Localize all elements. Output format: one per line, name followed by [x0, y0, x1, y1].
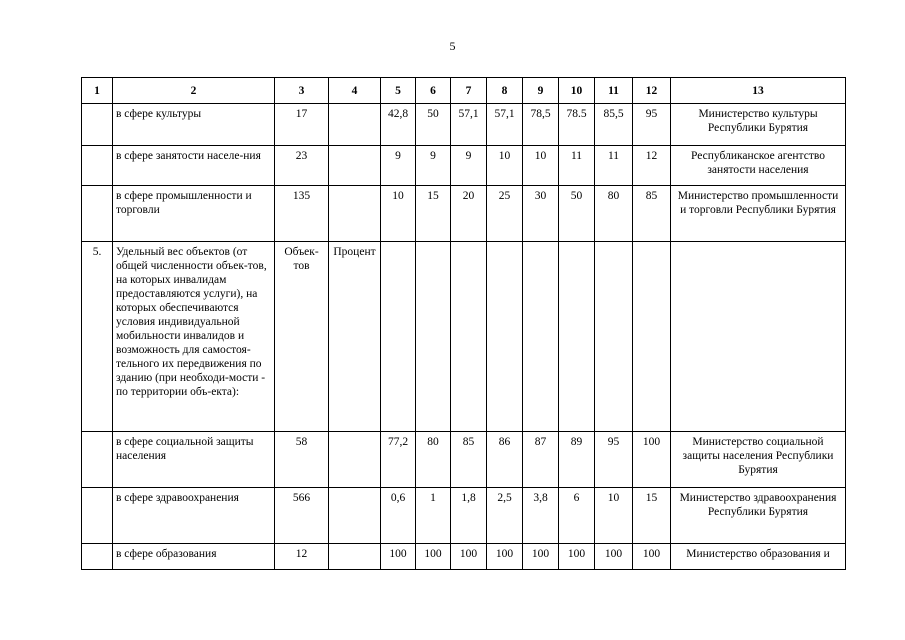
row-number-cell — [82, 186, 113, 242]
value-cell: 6 — [559, 488, 595, 544]
base-value-cell: Объек-тов — [275, 242, 329, 432]
value-cell: 80 — [595, 186, 633, 242]
value-cell: 86 — [487, 432, 523, 488]
header-cell: 3 — [275, 78, 329, 104]
value-cell — [451, 242, 487, 432]
table-row — [82, 242, 846, 432]
header-cell: 12 — [633, 78, 671, 104]
value-cell: 78.5 — [559, 104, 595, 146]
base-value-cell: 135 — [275, 186, 329, 242]
row-number-cell — [82, 146, 113, 186]
base-value-cell: 23 — [275, 146, 329, 186]
value-cell: 50 — [416, 104, 451, 146]
value-cell: 100 — [559, 544, 595, 570]
responsible-cell: Министерство образования и — [671, 544, 846, 570]
value-cell: 78,5 — [523, 104, 559, 146]
value-cell: 10 — [381, 186, 416, 242]
value-cell: 15 — [416, 186, 451, 242]
value-cell: 10 — [595, 488, 633, 544]
value-cell: 100 — [451, 544, 487, 570]
header-cell: 1 — [82, 78, 113, 104]
indicator-name-cell: Удельный вес объектов (от общей численности объек-тов, на которых инвалидам предоставляются услуги), на которых обеспечиваются условия индивидуальной мобильности инвалидов и возможность для самостоя-тельного их передвижения по зданию (при необходи-мости - по территории объ-екта): — [113, 242, 275, 432]
value-cell: 89 — [559, 432, 595, 488]
indicator-name-cell: в сфере промышленности и торговли — [113, 186, 275, 242]
value-cell — [416, 242, 451, 432]
value-cell: 1,8 — [451, 488, 487, 544]
base-value-cell: 17 — [275, 104, 329, 146]
value-cell: 85,5 — [595, 104, 633, 146]
row-number-cell — [82, 544, 113, 570]
row-number-cell — [82, 488, 113, 544]
responsible-cell: Министерство социальной защиты населения Республики Бурятия — [671, 432, 846, 488]
value-cell: 100 — [595, 544, 633, 570]
header-cell: 6 — [416, 78, 451, 104]
value-cell — [523, 242, 559, 432]
row-number-cell — [82, 432, 113, 488]
value-cell: 85 — [633, 186, 671, 242]
responsible-cell: Министерство культуры Республики Бурятия — [671, 104, 846, 146]
value-cell: 9 — [416, 146, 451, 186]
value-cell: 100 — [633, 544, 671, 570]
value-cell: 9 — [381, 146, 416, 186]
value-cell: 12 — [633, 146, 671, 186]
value-cell: 95 — [633, 104, 671, 146]
unit-cell — [329, 186, 381, 242]
value-cell: 0,6 — [381, 488, 416, 544]
table-row — [82, 432, 846, 488]
value-cell: 100 — [633, 432, 671, 488]
value-cell: 80 — [416, 432, 451, 488]
value-cell: 30 — [523, 186, 559, 242]
value-cell: 77,2 — [381, 432, 416, 488]
responsible-cell — [671, 242, 846, 432]
value-cell: 100 — [487, 544, 523, 570]
unit-cell: Процент — [329, 242, 381, 432]
unit-cell — [329, 488, 381, 544]
value-cell — [595, 242, 633, 432]
value-cell: 85 — [451, 432, 487, 488]
header-cell: 7 — [451, 78, 487, 104]
table-row — [82, 186, 846, 242]
base-value-cell: 58 — [275, 432, 329, 488]
unit-cell — [329, 432, 381, 488]
base-value-cell: 12 — [275, 544, 329, 570]
unit-cell — [329, 544, 381, 570]
value-cell: 2,5 — [487, 488, 523, 544]
value-cell: 100 — [416, 544, 451, 570]
value-cell: 3,8 — [523, 488, 559, 544]
value-cell: 20 — [451, 186, 487, 242]
value-cell: 100 — [381, 544, 416, 570]
unit-cell — [329, 104, 381, 146]
indicator-name-cell: в сфере образования — [113, 544, 275, 570]
base-value-cell: 566 — [275, 488, 329, 544]
table-row — [82, 488, 846, 544]
value-cell: 1 — [416, 488, 451, 544]
header-cell: 13 — [671, 78, 846, 104]
table-row — [82, 104, 846, 146]
value-cell: 11 — [595, 146, 633, 186]
value-cell: 100 — [523, 544, 559, 570]
row-number-cell: 5. — [82, 242, 113, 432]
value-cell: 50 — [559, 186, 595, 242]
page-number: 5 — [449, 39, 456, 53]
row-number-cell — [82, 104, 113, 146]
indicator-name-cell: в сфере культуры — [113, 104, 275, 146]
header-cell: 11 — [595, 78, 633, 104]
indicator-name-cell: в сфере здравоохранения — [113, 488, 275, 544]
value-cell: 57,1 — [451, 104, 487, 146]
table-row — [82, 146, 846, 186]
unit-cell — [329, 146, 381, 186]
value-cell: 95 — [595, 432, 633, 488]
responsible-cell: Министерство здравоохранения Республики Бурятия — [671, 488, 846, 544]
value-cell — [633, 242, 671, 432]
header-cell: 8 — [487, 78, 523, 104]
responsible-cell: Республиканское агентство занятости населения — [671, 146, 846, 186]
value-cell — [381, 242, 416, 432]
table-row — [82, 544, 846, 570]
header-cell: 9 — [523, 78, 559, 104]
header-cell: 10 — [559, 78, 595, 104]
value-cell: 11 — [559, 146, 595, 186]
value-cell — [559, 242, 595, 432]
value-cell: 9 — [451, 146, 487, 186]
value-cell: 25 — [487, 186, 523, 242]
header-cell: 4 — [329, 78, 381, 104]
indicators-table — [81, 77, 846, 570]
indicator-name-cell: в сфере занятости населе-ния — [113, 146, 275, 186]
value-cell: 10 — [487, 146, 523, 186]
header-cell: 2 — [113, 78, 275, 104]
value-cell: 10 — [523, 146, 559, 186]
indicator-name-cell: в сфере социальной защиты населения — [113, 432, 275, 488]
value-cell: 57,1 — [487, 104, 523, 146]
header-row — [82, 78, 846, 104]
header-cell: 5 — [381, 78, 416, 104]
value-cell: 87 — [523, 432, 559, 488]
value-cell: 42,8 — [381, 104, 416, 146]
value-cell: 15 — [633, 488, 671, 544]
responsible-cell: Министерство промышленности и торговли Республики Бурятия — [671, 186, 846, 242]
value-cell — [487, 242, 523, 432]
